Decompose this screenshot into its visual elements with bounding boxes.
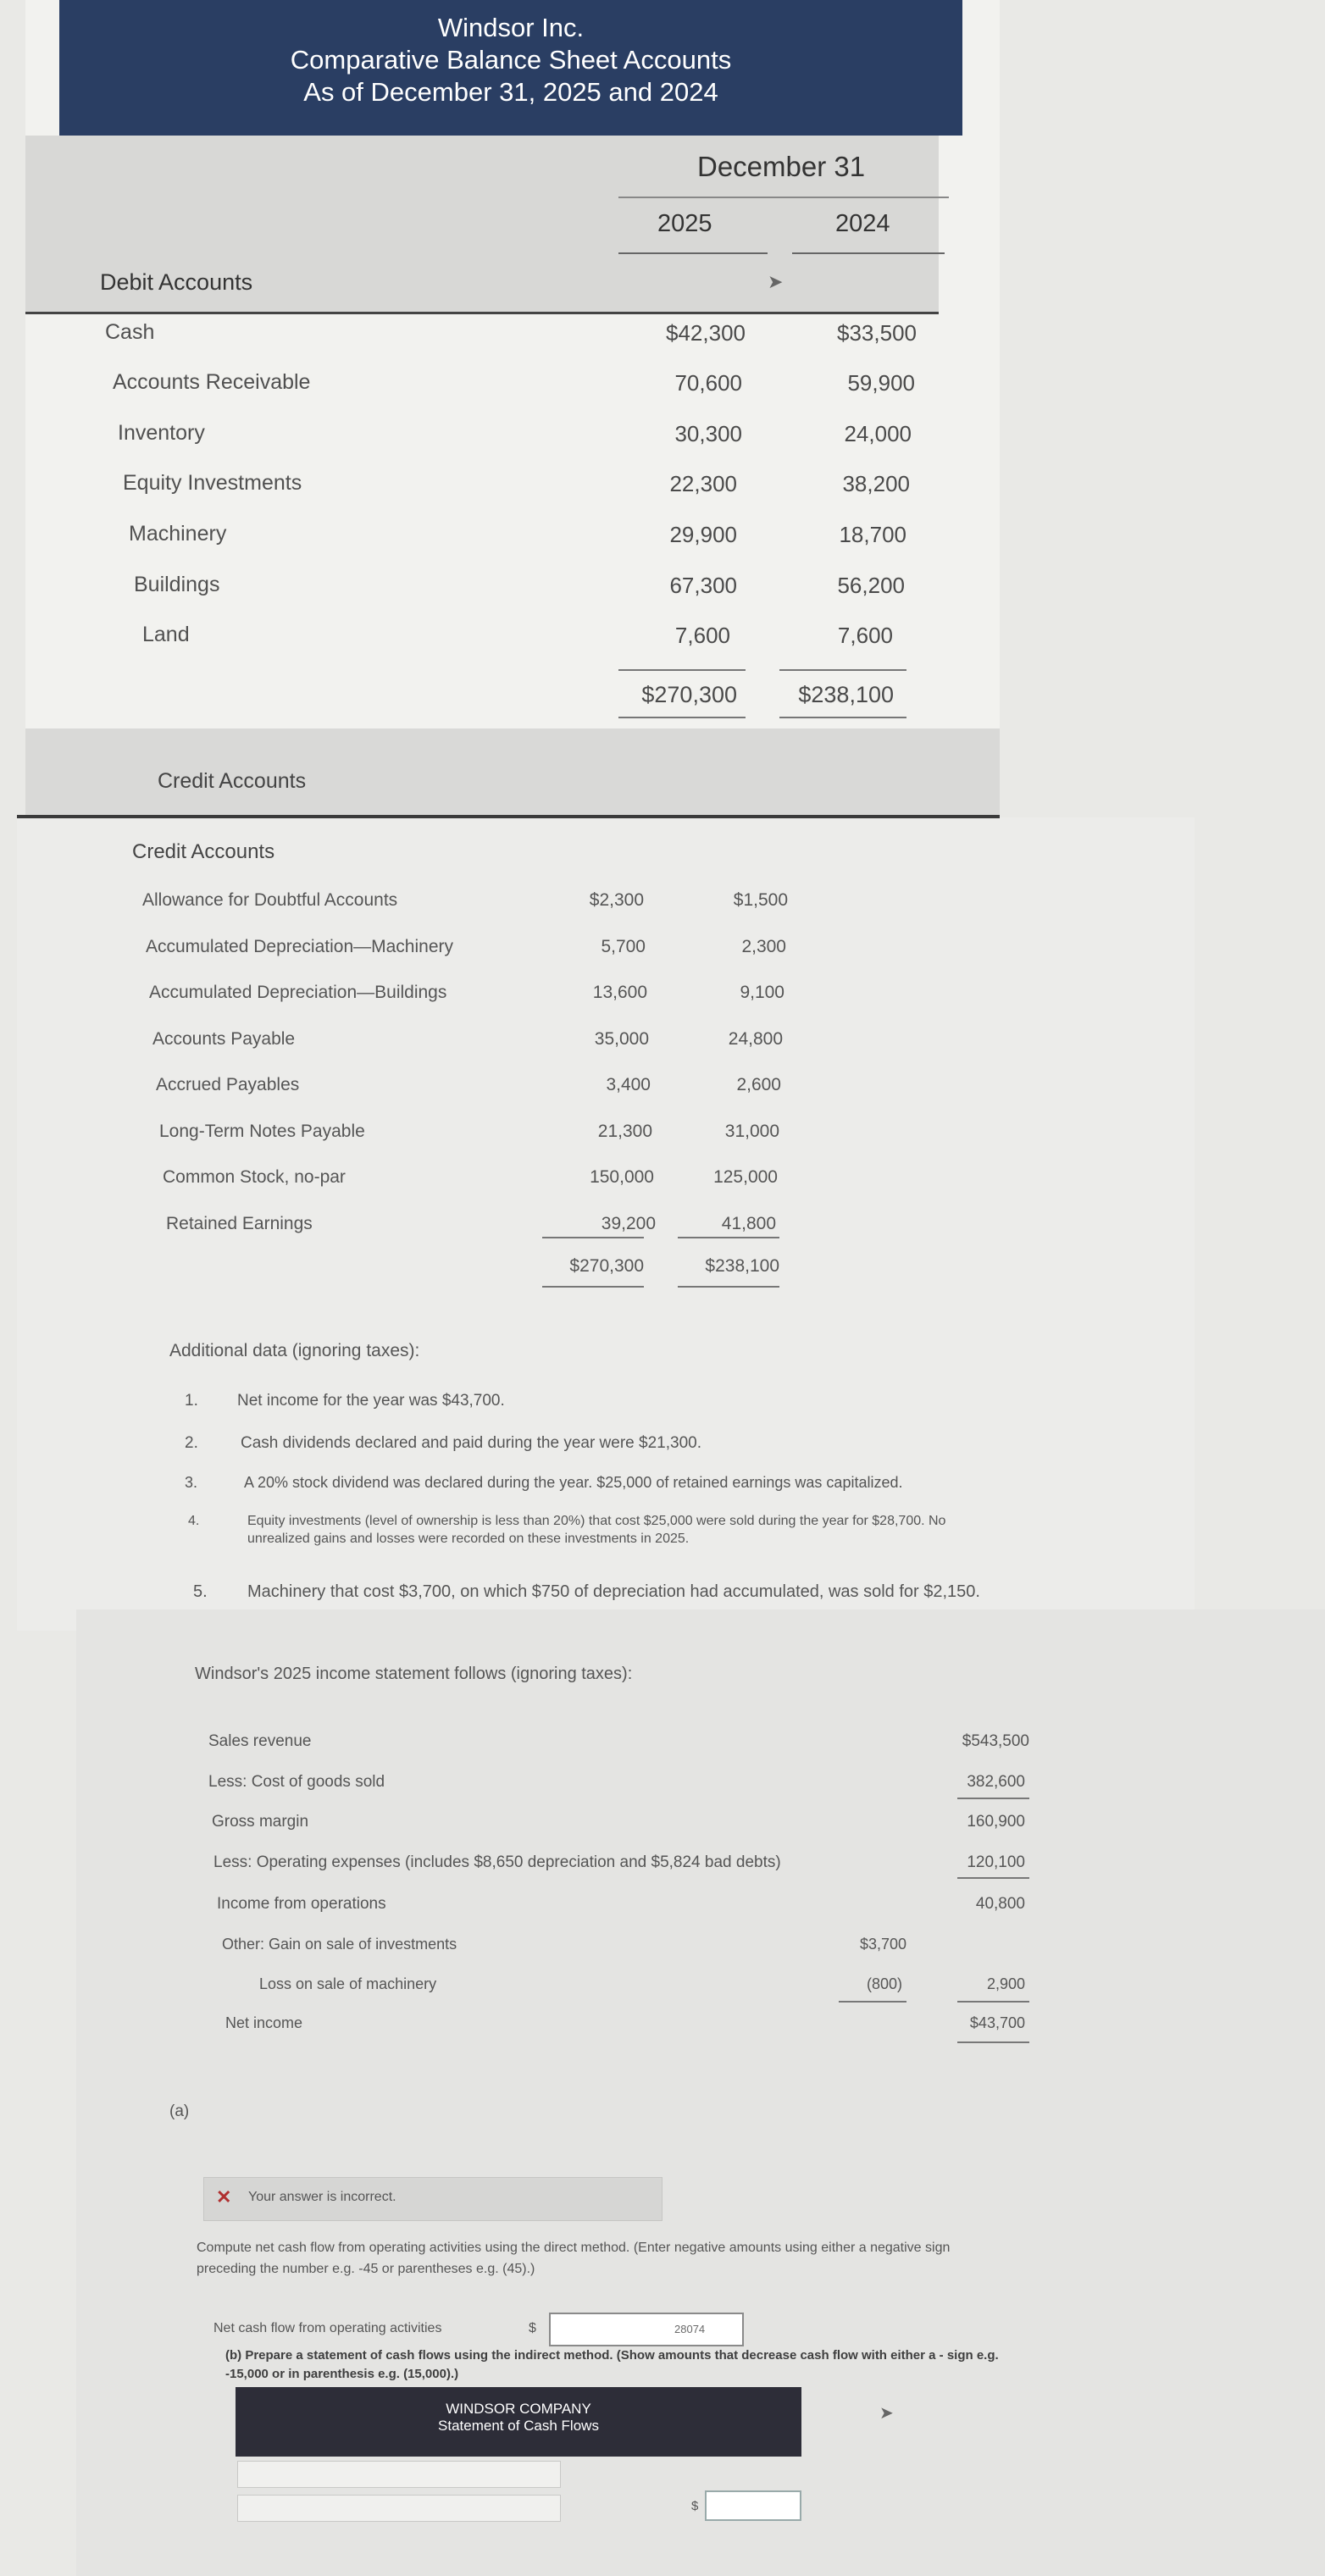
feedback-box [203, 2177, 662, 2221]
sheet-title: Comparative Balance Sheet Accounts [290, 45, 732, 75]
credit-value-2025: 5,700 [601, 937, 646, 956]
additional-item-number: 3. [185, 1474, 198, 1491]
additional-item-text: unrealized gains and losses were recorded on these investments in 2025. [247, 1532, 690, 1546]
part-a-marker: (a) [169, 2102, 190, 2120]
credit-account-label: Allowance for Doubtful Accounts [142, 890, 398, 910]
credit-value-2024: 31,000 [724, 1122, 779, 1141]
income-from-operations-label: Income from operations [217, 1895, 386, 1913]
year-2024-header: 2024 [835, 210, 890, 237]
opex-label: Less: Operating expenses (includes $8,650 depreciation and $5,824 bad debts) [213, 1853, 781, 1871]
credit-account-label: Accumulated Depreciation—Buildings [149, 983, 447, 1002]
debit-account-label: Land [142, 623, 190, 646]
credit-value-2024: 2,600 [736, 1075, 781, 1094]
credit-accounts-heading: Credit Accounts [132, 840, 275, 863]
cash-flow-row-2[interactable] [237, 2495, 561, 2522]
net-income-label: Net income [225, 2014, 303, 2031]
credit-value-2024: 9,100 [740, 983, 784, 1002]
debit-value-2024: 38,200 [842, 471, 910, 496]
credit-total-2025: $270,300 [569, 1256, 644, 1276]
credit-value-2025: 35,000 [594, 1029, 649, 1049]
debit-account-label: Buildings [134, 573, 220, 596]
additional-item-text: Equity investments (level of ownership is less than 20%) that cost $25,000 were sold during the year for $28,700. No [247, 1514, 946, 1528]
credit-subtotal-rule-2025 [542, 1237, 644, 1238]
additional-item-number: 4. [188, 1514, 200, 1528]
debit-subtotal-rule-2024 [779, 669, 906, 671]
screen-divider [17, 815, 1000, 818]
header-divider [25, 312, 939, 314]
debit-value-2024: 24,000 [844, 421, 912, 446]
credit-value-2025: $2,300 [589, 890, 644, 910]
credit-value-2024: 41,800 [721, 1214, 776, 1233]
cogs-value: 382,600 [967, 1773, 1025, 1791]
credit-value-2024: 2,300 [741, 937, 786, 956]
cash-flow-row-1[interactable] [237, 2461, 561, 2488]
sheet-date: As of December 31, 2025 and 2024 [303, 77, 718, 107]
loss-on-machinery-label: Loss on sale of machinery [259, 1975, 437, 1992]
incorrect-x-icon: ✕ [216, 2186, 232, 2208]
credit-total-rule-2024 [678, 1286, 779, 1288]
gross-margin-label: Gross margin [212, 1813, 309, 1831]
credit-value-2025: 13,600 [592, 983, 647, 1002]
additional-item-text: A 20% stock dividend was declared during the year. $25,000 of retained earnings was capitalized. [244, 1474, 903, 1491]
year-2025-header: 2025 [657, 210, 712, 237]
additional-item-text: Net income for the year was $43,700. [237, 1392, 505, 1410]
credit-value-2025: 39,200 [601, 1214, 656, 1233]
debit-value-2025: 67,300 [669, 573, 737, 598]
credit-account-label: Accounts Payable [152, 1029, 296, 1049]
debit-value-2024: 59,900 [847, 370, 915, 396]
debit-value-2025: 30,300 [674, 421, 742, 446]
income-statement-heading: Windsor's 2025 income statement follows (ignoring taxes): [195, 1665, 633, 1683]
dollar-sign: $ [691, 2499, 699, 2513]
cogs-label: Less: Cost of goods sold [208, 1773, 385, 1791]
credit-account-label: Common Stock, no-par [163, 1167, 346, 1187]
rule-2024 [792, 252, 945, 254]
sales-revenue-value: $543,500 [962, 1732, 1029, 1750]
credit-value-2025: 21,300 [597, 1122, 652, 1141]
feedback-text: Your answer is incorrect. [248, 2190, 396, 2204]
other-total-value: 2,900 [986, 1975, 1025, 1992]
entered-answer-hint: 28074 [674, 2323, 706, 2335]
net-income-value: $43,700 [969, 2014, 1025, 2031]
additional-item-text: Machinery that cost $3,700, on which $750 of depreciation had accumulated, was sold for $2,150. [247, 1582, 980, 1601]
credit-account-label: Accumulated Depreciation—Machinery [146, 937, 453, 956]
panel-company: WINDSOR COMPANY [446, 2401, 591, 2417]
credit-total-2024: $238,100 [705, 1256, 779, 1276]
currency-symbol: $ [529, 2321, 536, 2335]
debit-account-label: Inventory [118, 421, 205, 445]
debit-value-2024: 18,700 [839, 522, 906, 547]
debit-account-label: Cash [105, 320, 155, 344]
debit-account-label: Accounts Receivable [113, 370, 311, 394]
credit-accounts-heading-top: Credit Accounts [158, 769, 307, 793]
cogs-rule [957, 1798, 1029, 1799]
cursor-pointer-icon: ➤ [879, 2404, 894, 2423]
opex-value: 120,100 [967, 1853, 1025, 1871]
part-a-instruction-line1: Compute net cash flow from operating activities using the direct method. (Enter negative amounts using either a negative sign [197, 2241, 951, 2255]
debit-value-2025: $42,300 [666, 320, 746, 346]
debit-value-2024: 56,200 [837, 573, 905, 598]
debit-total-rule-2025 [618, 717, 746, 718]
other-gain-label: Other: Gain on sale of investments [222, 1936, 457, 1953]
additional-data-heading: Additional data (ignoring taxes): [169, 1341, 420, 1360]
part-b-instruction-line1: (b) Prepare a statement of cash flows using the indirect method. (Show amounts that decrease cash flow with either a - sign e.g. [225, 2348, 999, 2363]
company-name: Windsor Inc. [437, 13, 585, 42]
net-cash-flow-input[interactable] [549, 2313, 744, 2346]
debit-total-rule-2024 [779, 717, 906, 718]
debit-subtotal-rule-2025 [618, 669, 746, 671]
part-b-instruction-line2: -15,000 or in parenthesis e.g. (15,000).) [225, 2367, 459, 2381]
other-rule [839, 2001, 906, 2003]
credit-value-2025: 3,400 [606, 1075, 651, 1094]
debit-value-2024: 7,600 [837, 623, 893, 648]
credit-account-label: Accrued Payables [156, 1075, 300, 1094]
december-31-header: December 31 [697, 151, 866, 182]
debit-value-2025: 29,900 [669, 522, 737, 547]
debit-value-2025: 70,600 [674, 370, 742, 396]
statement-of-cash-flows-panel [236, 2387, 801, 2457]
income-from-operations-value: 40,800 [975, 1895, 1025, 1913]
header-rule [618, 197, 949, 198]
cash-flow-amount-input[interactable] [705, 2490, 801, 2521]
additional-item-text: Cash dividends declared and paid during the year were $21,300. [241, 1434, 701, 1452]
sales-revenue-label: Sales revenue [208, 1732, 312, 1750]
net-cash-flow-label: Net cash flow from operating activities [213, 2321, 442, 2335]
gain-on-investments-value: $3,700 [859, 1936, 906, 1953]
part-a-instruction-line2: preceding the number e.g. -45 or parentheses e.g. (45).) [197, 2262, 535, 2276]
debit-total-2024: $238,100 [798, 682, 894, 707]
credit-account-label: Long-Term Notes Payable [159, 1122, 365, 1141]
credit-subtotal-rule-2024 [678, 1237, 779, 1238]
debit-value-2025: 7,600 [674, 623, 730, 648]
credit-total-rule-2025 [542, 1286, 644, 1288]
credit-account-label: Retained Earnings [166, 1214, 313, 1233]
debit-account-label: Machinery [129, 522, 227, 546]
ni-double-rule [957, 2041, 1029, 2043]
additional-item-number: 2. [185, 1434, 198, 1452]
debit-account-label: Equity Investments [123, 471, 302, 495]
gross-margin-value: 160,900 [967, 1813, 1025, 1831]
opex-rule [957, 1877, 1029, 1879]
rule-2025 [618, 252, 768, 254]
panel-title: Statement of Cash Flows [438, 2418, 599, 2434]
loss-on-machinery-value: (800) [866, 1975, 902, 1992]
cursor-icon: ➤ [768, 271, 784, 292]
credit-value-2025: 150,000 [590, 1167, 654, 1187]
debit-value-2025: 22,300 [669, 471, 737, 496]
credit-value-2024: 24,800 [728, 1029, 783, 1049]
credit-value-2024: $1,500 [733, 890, 788, 910]
balance-sheet-header [59, 0, 962, 136]
additional-item-number: 5. [193, 1582, 208, 1601]
credit-value-2024: 125,000 [713, 1167, 778, 1187]
debit-total-2025: $270,300 [641, 682, 737, 707]
debit-value-2024: $33,500 [837, 320, 917, 346]
additional-item-number: 1. [185, 1392, 198, 1410]
debit-accounts-heading: Debit Accounts [100, 269, 253, 295]
ni-top-rule [957, 2001, 1029, 2003]
